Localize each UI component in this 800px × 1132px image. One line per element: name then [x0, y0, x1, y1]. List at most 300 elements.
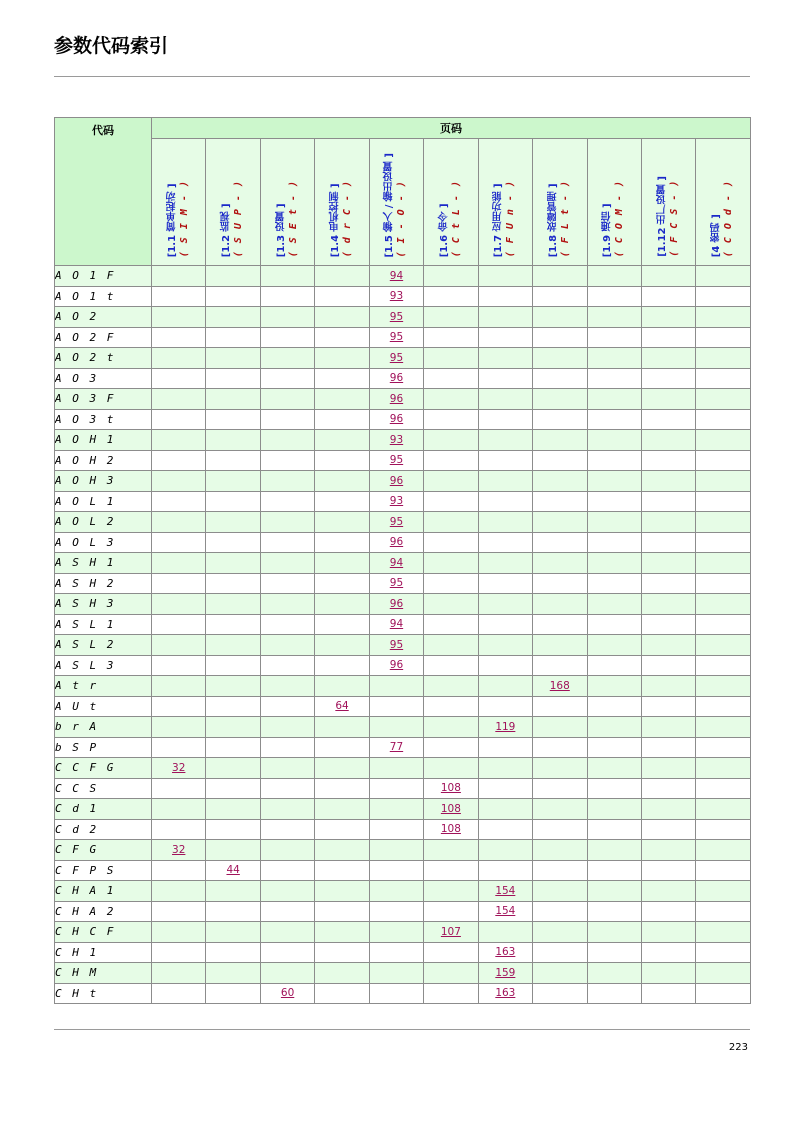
- page-cell: [478, 286, 532, 307]
- page-cell: [533, 737, 587, 758]
- page-cell: [424, 655, 478, 676]
- page-cell: [641, 655, 695, 676]
- page-cell: [696, 860, 751, 881]
- page-cell: [478, 368, 532, 389]
- page-cell: [315, 963, 369, 984]
- page-link[interactable]: 168: [549, 679, 570, 692]
- page-cell: [424, 614, 478, 635]
- page-cell: [315, 655, 369, 676]
- page-link[interactable]: 95: [389, 331, 404, 344]
- page-link[interactable]: 108: [440, 802, 461, 815]
- page-cell: [369, 532, 423, 553]
- page-cell: [152, 860, 206, 881]
- page-cell: [152, 471, 206, 492]
- page-cell: [369, 450, 423, 471]
- page-cell: [260, 758, 314, 779]
- page-cell: [587, 491, 641, 512]
- page-cell: [696, 922, 751, 943]
- page-cell: [369, 635, 423, 656]
- page-cell: [587, 553, 641, 574]
- page-cell: [260, 368, 314, 389]
- page-cell: [260, 737, 314, 758]
- table-row: [55, 409, 751, 430]
- page-link[interactable]: 163: [495, 987, 516, 1000]
- page-cell: [478, 901, 532, 922]
- page-cell: [641, 758, 695, 779]
- page-link[interactable]: 154: [495, 884, 516, 897]
- page-cell: [369, 471, 423, 492]
- page-cell: [696, 655, 751, 676]
- page-cell: [533, 553, 587, 574]
- menu-code-text: ( F L t - ): [559, 179, 571, 257]
- page-cell: [369, 266, 423, 287]
- menu-column-label: [548, 180, 572, 257]
- parameter-code: A O 3 F: [55, 389, 152, 410]
- page-cell: [206, 471, 260, 492]
- page-cell: [369, 655, 423, 676]
- parameter-code: A S H 2: [55, 573, 152, 594]
- page-cell: [152, 389, 206, 410]
- page-cell: [206, 614, 260, 635]
- page-cell: [533, 717, 587, 738]
- table-row: [55, 901, 751, 922]
- page-cell: [696, 717, 751, 738]
- menu-code-text: ( S U P - ): [233, 179, 245, 257]
- page-link[interactable]: 108: [440, 823, 461, 836]
- page-cell: [369, 840, 423, 861]
- page-cell: [533, 635, 587, 656]
- page-cell: [260, 655, 314, 676]
- page-cell: [369, 286, 423, 307]
- page-cell: [587, 860, 641, 881]
- page-cell: [315, 471, 369, 492]
- menu-name: [1.6 命令 ]: [438, 203, 450, 257]
- page-cell: [696, 348, 751, 369]
- page-link[interactable]: 95: [389, 577, 404, 590]
- parameter-index-table: [54, 117, 751, 1004]
- table-row: [55, 266, 751, 287]
- menu-code-text: ( F C S - ): [668, 179, 680, 257]
- page-cell: [424, 737, 478, 758]
- menu-code-text: ( S I M - ): [178, 179, 190, 257]
- table-row: [55, 799, 751, 820]
- page-cell: [260, 450, 314, 471]
- table-row: [55, 573, 751, 594]
- page-link[interactable]: 96: [389, 372, 404, 385]
- page-cell: [641, 553, 695, 574]
- page-cell: [424, 819, 478, 840]
- page-cell: [696, 983, 751, 1004]
- page-cell: [696, 327, 751, 348]
- page-cell: [315, 512, 369, 533]
- parameter-code: A O L 2: [55, 512, 152, 533]
- page-link[interactable]: 96: [389, 597, 404, 610]
- page-cell: [587, 389, 641, 410]
- menu-code-text: ( C O d - ): [723, 179, 735, 257]
- page-cell: [424, 983, 478, 1004]
- parameter-code: A O L 3: [55, 532, 152, 553]
- page-cell: [424, 942, 478, 963]
- page-cell: [260, 860, 314, 881]
- page-cell: [478, 594, 532, 615]
- page-link[interactable]: 95: [389, 454, 404, 467]
- page-cell: [424, 327, 478, 348]
- menu-code: [288, 180, 299, 257]
- page-cell: [152, 512, 206, 533]
- menu-name: [1.9 通信 ]: [602, 203, 614, 257]
- page-cell: [206, 553, 260, 574]
- menu-code: [505, 180, 516, 257]
- page-link[interactable]: 64: [335, 700, 349, 713]
- menu-column-label: [221, 180, 245, 257]
- page-cell: [424, 901, 478, 922]
- page-cell: [206, 307, 260, 328]
- page-cell: [533, 491, 587, 512]
- page-title: 参数代码索引: [54, 35, 169, 57]
- page-cell: [641, 881, 695, 902]
- page-cell: [587, 430, 641, 451]
- menu-code: [342, 180, 353, 257]
- page-cell: [152, 430, 206, 451]
- page-link[interactable]: 159: [495, 966, 516, 979]
- page-cell: [533, 942, 587, 963]
- page-cell: [587, 655, 641, 676]
- page-cell: [587, 348, 641, 369]
- parameter-code: A O 1 F: [55, 266, 152, 287]
- page-cell: [696, 266, 751, 287]
- parameter-code: A U t: [55, 696, 152, 717]
- menu-column-header: [641, 139, 695, 266]
- page-cell: [587, 901, 641, 922]
- menu-code-text: ( F U n - ): [505, 179, 517, 257]
- table-row: [55, 840, 751, 861]
- page-cell: [260, 348, 314, 369]
- parameter-code: C H A 2: [55, 901, 152, 922]
- page-link[interactable]: 95: [389, 515, 404, 528]
- page-cell: [315, 573, 369, 594]
- page-link[interactable]: 96: [389, 536, 404, 549]
- page-cell: [369, 307, 423, 328]
- page-cell: [152, 614, 206, 635]
- page-cell: [424, 450, 478, 471]
- menu-column-label: [330, 180, 354, 257]
- page-cell: [533, 266, 587, 287]
- page-cell: [315, 491, 369, 512]
- page-cell: [533, 594, 587, 615]
- page-cell: [641, 942, 695, 963]
- page-cell: [315, 286, 369, 307]
- menu-column-label: [167, 180, 191, 257]
- page-cell: [478, 573, 532, 594]
- table-row: [55, 430, 751, 451]
- table-row: [55, 471, 751, 492]
- page-link[interactable]: 60: [280, 987, 295, 1000]
- page-cell: [478, 676, 532, 697]
- parameter-code: C F G: [55, 840, 152, 861]
- table-row: [55, 717, 751, 738]
- page-link[interactable]: 96: [389, 659, 404, 672]
- page-cell: [206, 799, 260, 820]
- page-cell: [315, 758, 369, 779]
- page-cell: [152, 696, 206, 717]
- page-cell: [315, 922, 369, 943]
- table-row: [55, 881, 751, 902]
- page-cell: [369, 778, 423, 799]
- table-row: [55, 450, 751, 471]
- page-cell: [152, 922, 206, 943]
- page-cell: [152, 758, 206, 779]
- page-link[interactable]: 95: [389, 638, 404, 651]
- page-cell: [424, 840, 478, 861]
- parameter-code: C C S: [55, 778, 152, 799]
- page-link[interactable]: 93: [389, 290, 404, 303]
- page-cell: [478, 717, 532, 738]
- page-cell: [260, 553, 314, 574]
- page-cell: [533, 409, 587, 430]
- page-cell: [369, 491, 423, 512]
- page-link[interactable]: 107: [440, 925, 461, 938]
- page-cell: [587, 471, 641, 492]
- page-cell: [152, 840, 206, 861]
- page-cell: [152, 717, 206, 738]
- page-link[interactable]: 108: [440, 782, 461, 795]
- page-link[interactable]: 163: [495, 946, 516, 959]
- page-cell: [696, 635, 751, 656]
- page-cell: [696, 471, 751, 492]
- page-cell: [533, 655, 587, 676]
- parameter-code: C H M: [55, 963, 152, 984]
- menu-code: [451, 180, 462, 257]
- table-row: [55, 737, 751, 758]
- page-link[interactable]: 32: [172, 761, 186, 774]
- page-cell: [206, 696, 260, 717]
- page-cell: [206, 963, 260, 984]
- page-cell: [424, 471, 478, 492]
- page-cell: [478, 471, 532, 492]
- page-link[interactable]: 93: [389, 495, 404, 508]
- page-cell: [478, 758, 532, 779]
- parameter-code: C H t: [55, 983, 152, 1004]
- page-cell: [369, 368, 423, 389]
- page-link[interactable]: 96: [389, 392, 404, 405]
- page-cell: [587, 696, 641, 717]
- table-row: [55, 491, 751, 512]
- page-cell: [587, 409, 641, 430]
- page-cell: [260, 512, 314, 533]
- page-cell: [152, 307, 206, 328]
- table-row: [55, 614, 751, 635]
- menu-code-text: ( d r C - ): [342, 179, 354, 257]
- page-cell: [369, 942, 423, 963]
- page-cell: [369, 553, 423, 574]
- menu-column-header: [478, 139, 532, 266]
- page-cell: [696, 286, 751, 307]
- page-cell: [369, 348, 423, 369]
- menu-column-label: [711, 180, 735, 257]
- page-number: 223: [728, 1042, 748, 1053]
- page-cell: [152, 881, 206, 902]
- page-cell: [206, 717, 260, 738]
- page-cell: [641, 532, 695, 553]
- table-row: [55, 348, 751, 369]
- page-cell: [478, 778, 532, 799]
- page-cell: [260, 491, 314, 512]
- page-cell: [478, 553, 532, 574]
- page-cell: [206, 573, 260, 594]
- page-cell: [315, 430, 369, 451]
- page-link[interactable]: 94: [389, 269, 404, 282]
- page-cell: [478, 450, 532, 471]
- page-cell: [206, 348, 260, 369]
- table-row: [55, 635, 751, 656]
- menu-column-header: [696, 139, 751, 266]
- page-cell: [260, 471, 314, 492]
- page-cell: [587, 286, 641, 307]
- page-cell: [369, 922, 423, 943]
- page-cell: [641, 696, 695, 717]
- page-cell: [152, 819, 206, 840]
- page-cell: [641, 676, 695, 697]
- menu-code: [614, 180, 625, 257]
- page-cell: [152, 737, 206, 758]
- page-cell: [260, 307, 314, 328]
- page-cell: [587, 594, 641, 615]
- table-row: [55, 778, 751, 799]
- page-link[interactable]: 32: [172, 843, 186, 856]
- page-cell: [696, 819, 751, 840]
- page-cell: [478, 491, 532, 512]
- page-cell: [587, 922, 641, 943]
- menu-code: [560, 180, 571, 257]
- page-cell: [206, 676, 260, 697]
- page-cell: [260, 409, 314, 430]
- page-link[interactable]: 93: [389, 433, 404, 446]
- page-cell: [587, 983, 641, 1004]
- page-cell: [315, 840, 369, 861]
- page-cell: [641, 737, 695, 758]
- page-cell: [478, 266, 532, 287]
- page-cell: [641, 409, 695, 430]
- page-cell: [315, 327, 369, 348]
- page-link[interactable]: 94: [389, 556, 404, 569]
- page-cell: [206, 840, 260, 861]
- page-link[interactable]: 94: [389, 618, 404, 631]
- page-cell: [206, 491, 260, 512]
- menu-header-row: [55, 139, 751, 266]
- page-cell: [206, 901, 260, 922]
- footer-divider: [54, 1029, 750, 1030]
- page-cell: [478, 389, 532, 410]
- page-cell: [152, 963, 206, 984]
- parameter-code: A O L 1: [55, 491, 152, 512]
- page-link[interactable]: 44: [226, 864, 240, 877]
- page-cell: [641, 430, 695, 451]
- page-cell: [152, 532, 206, 553]
- page-cell: [533, 327, 587, 348]
- page-cell: [315, 901, 369, 922]
- page-link[interactable]: 77: [389, 741, 404, 754]
- page-cell: [206, 512, 260, 533]
- menu-name: [1.5 输入 / 输出设置 ]: [384, 152, 396, 257]
- page-cell: [641, 450, 695, 471]
- menu-column-label: [493, 180, 517, 257]
- page-link[interactable]: 154: [495, 905, 516, 918]
- parameter-code: A O 3: [55, 368, 152, 389]
- page-cell: [533, 307, 587, 328]
- page-cell: [206, 594, 260, 615]
- page-cell: [478, 819, 532, 840]
- page-cell: [152, 286, 206, 307]
- page-cell: [315, 942, 369, 963]
- parameter-code: A S L 3: [55, 655, 152, 676]
- page-cell: [424, 573, 478, 594]
- page-cell: [424, 696, 478, 717]
- parameter-code: A O H 3: [55, 471, 152, 492]
- page-cell: [696, 409, 751, 430]
- page-cell: [369, 881, 423, 902]
- page-cell: [696, 614, 751, 635]
- page-cell: [424, 389, 478, 410]
- page-cell: [260, 614, 314, 635]
- page-link[interactable]: 95: [389, 310, 404, 323]
- page-cell: [206, 758, 260, 779]
- page-cell: [533, 778, 587, 799]
- page-cell: [641, 266, 695, 287]
- page-cell: [206, 389, 260, 410]
- page-cell: [260, 430, 314, 451]
- page-cell: [206, 737, 260, 758]
- page-cell: [369, 717, 423, 738]
- page-cell: [424, 799, 478, 820]
- menu-column-header: [206, 139, 260, 266]
- page-column-header: 页码: [152, 118, 751, 139]
- page-cell: [478, 348, 532, 369]
- page-cell: [641, 471, 695, 492]
- menu-column-header: [315, 139, 369, 266]
- page-link[interactable]: 96: [389, 413, 404, 426]
- page-cell: [587, 840, 641, 861]
- menu-name: [1.12 出厂设置 ]: [656, 176, 668, 257]
- page-cell: [478, 512, 532, 533]
- page-cell: [260, 942, 314, 963]
- page-cell: [206, 942, 260, 963]
- page-link[interactable]: 95: [389, 351, 404, 364]
- page-cell: [260, 799, 314, 820]
- page-cell: [478, 942, 532, 963]
- parameter-code: A O 2 t: [55, 348, 152, 369]
- page-link[interactable]: 119: [495, 720, 516, 733]
- page-cell: [206, 922, 260, 943]
- menu-name: [1.3 设置 ]: [275, 203, 287, 257]
- menu-name: [1.7 应用功能 ]: [493, 183, 505, 257]
- page-cell: [478, 532, 532, 553]
- page-cell: [533, 922, 587, 943]
- page-cell: [260, 573, 314, 594]
- page-cell: [478, 922, 532, 943]
- page-cell: [641, 307, 695, 328]
- page-cell: [696, 450, 751, 471]
- page-cell: [424, 286, 478, 307]
- page-cell: [369, 389, 423, 410]
- page-cell: [315, 307, 369, 328]
- page-cell: [315, 819, 369, 840]
- header-divider: [54, 76, 750, 77]
- page-cell: [533, 983, 587, 1004]
- page-cell: [478, 860, 532, 881]
- page-cell: [641, 819, 695, 840]
- page-cell: [587, 881, 641, 902]
- page-link[interactable]: 96: [389, 474, 404, 487]
